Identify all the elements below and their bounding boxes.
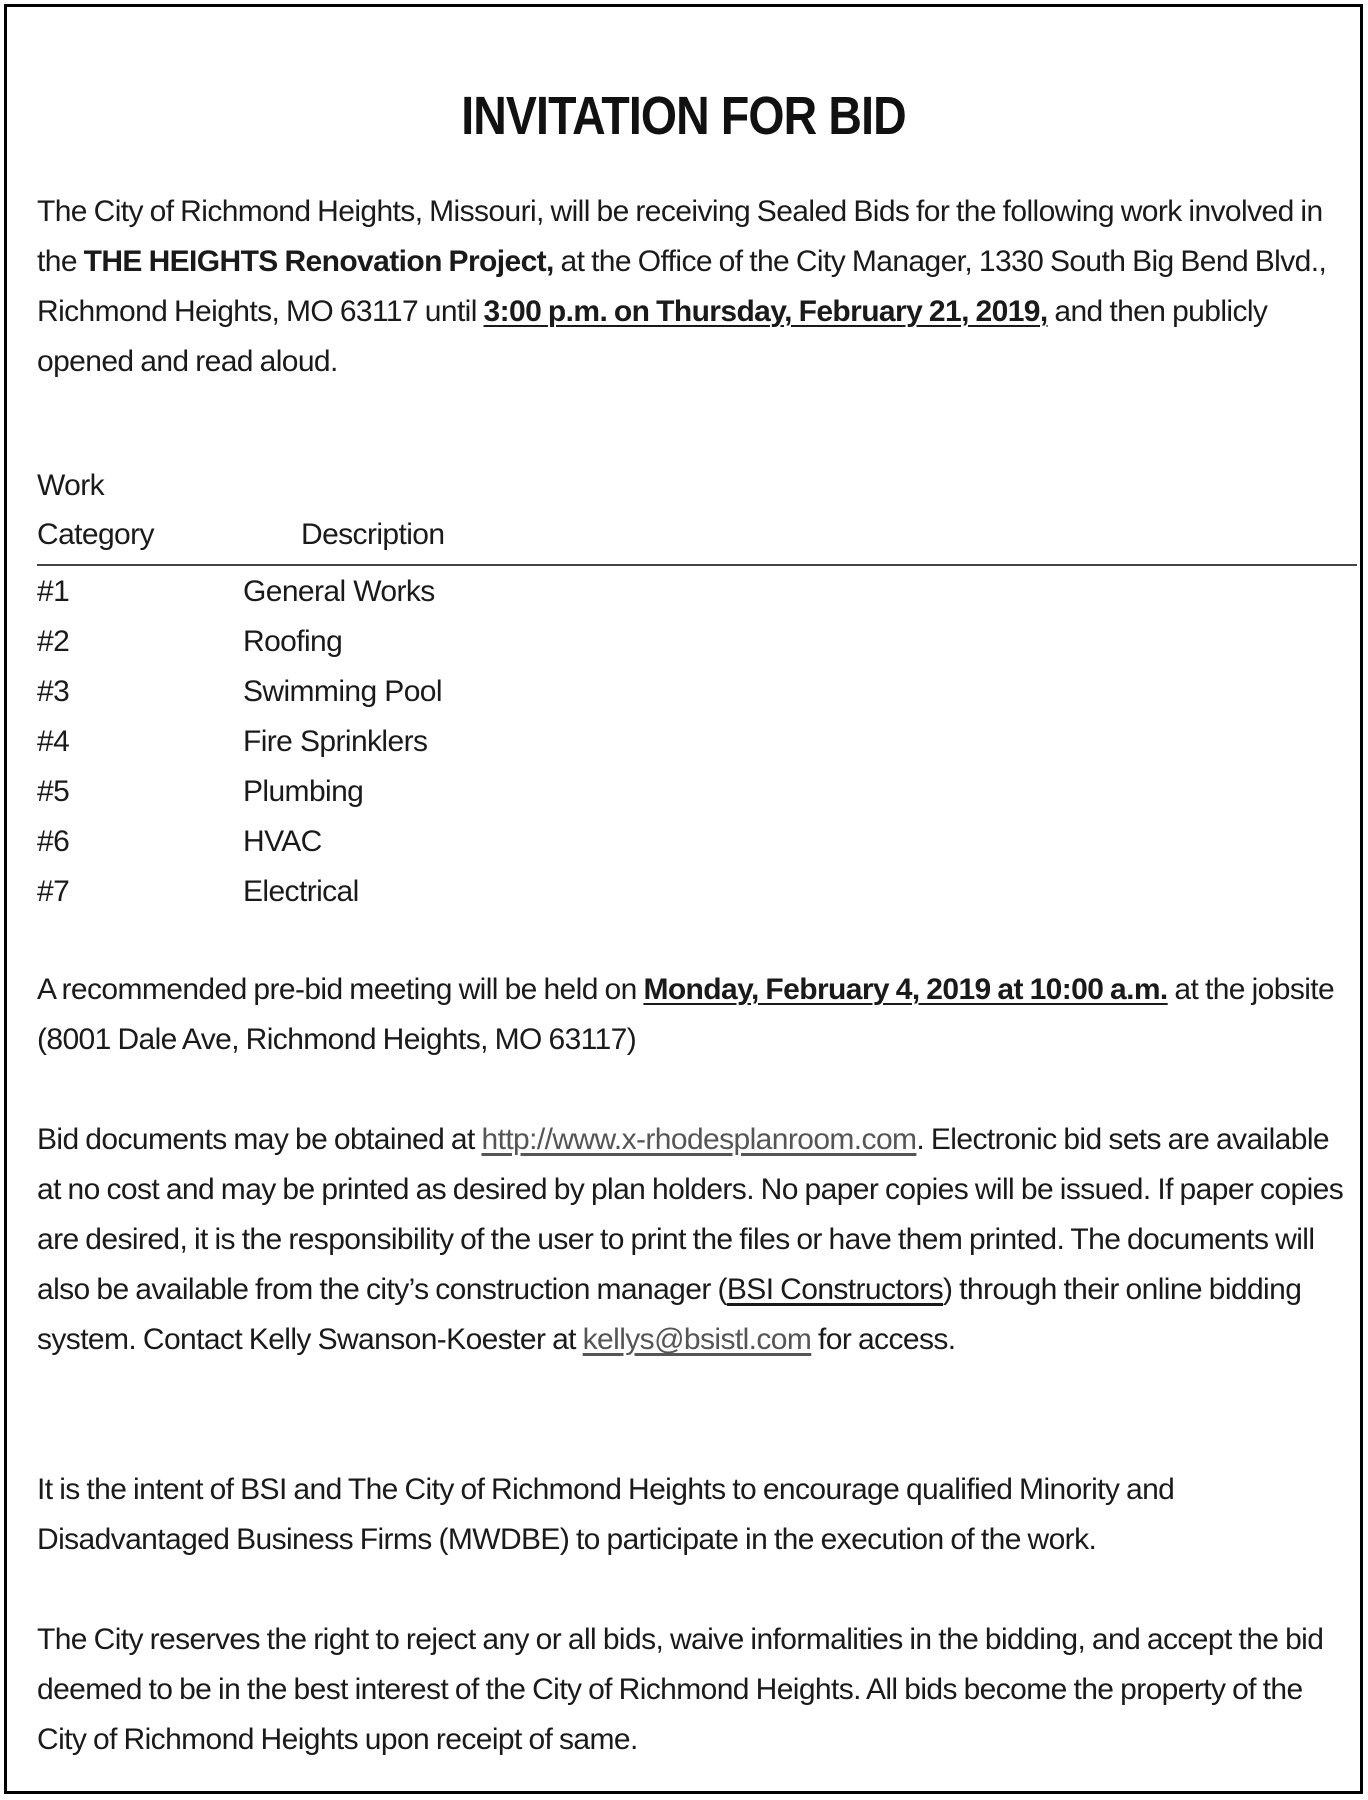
documents-text-3: ) through their online bidding system. Contact Kelly Swanson-Koester at: [37, 1273, 1302, 1356]
table-row: [37, 617, 737, 667]
work-description: HVAC: [243, 825, 322, 858]
work-category-header-line2: Category: [37, 518, 154, 551]
table-row: [37, 817, 737, 867]
planroom-link[interactable]: http://www.x-rhodesplanroom.com: [481, 1123, 917, 1156]
prebid-text-1: A recommended pre-bid meeting will be held on: [37, 973, 644, 1006]
email-link[interactable]: kellys@bsistl.com: [582, 1323, 812, 1356]
work-category: #6: [37, 825, 70, 858]
work-category: #4: [37, 725, 70, 758]
work-category: #2: [37, 625, 70, 658]
intro-text-3: and then publicly opened and read aloud.: [37, 295, 1268, 378]
description-header: Description: [301, 518, 445, 551]
project-name: THE HEIGHTS Renovation Project,: [83, 245, 554, 278]
prebid-date: Monday, February 4, 2019 at 10:00 a.m.: [643, 973, 1168, 1006]
prebid-text-2: at the jobsite (8001 Dale Ave, Richmond Heights, MO 63117): [37, 973, 1335, 1056]
work-description: Swimming Pool: [243, 675, 442, 708]
intro-text-2: at the Office of the City Manager, 1330 South Big Bend Blvd., Richmond Heights, MO 63117 until: [37, 245, 1327, 328]
table-divider: [37, 564, 1357, 566]
bid-deadline: 3:00 p.m. on Thursday, February 21, 2019,: [483, 295, 1048, 328]
reservation-paragraph: The City reserves the right to reject any or all bids, waive informalities in the bidding, and accept the bid deemed to be in the best interest of the City of Richmond Heights. All bids become the property of the City of Richmond Heights upon receipt of same.: [37, 1623, 1324, 1756]
work-category-header-line1: Work: [37, 469, 105, 502]
table-row: [37, 717, 737, 767]
intro-text-1: The City of Richmond Heights, Missouri, will be receiving Sealed Bids for the following work involved in the: [37, 195, 1323, 278]
documents-text-4: for access.: [811, 1323, 956, 1356]
work-description: Electrical: [243, 875, 359, 908]
work-description: Roofing: [243, 625, 343, 658]
work-category: #3: [37, 675, 70, 708]
page-title: INVITATION FOR BID: [461, 86, 906, 146]
documents-paragraph: [37, 1115, 1357, 1365]
documents-text-1: Bid documents may be obtained at: [37, 1123, 482, 1156]
work-category: #7: [37, 875, 70, 908]
table-row: [37, 567, 737, 617]
intro-paragraph: [37, 187, 1357, 387]
work-description: General Works: [243, 575, 435, 608]
work-description: Fire Sprinklers: [243, 725, 428, 758]
bsi-constructors-link[interactable]: BSI Constructors: [726, 1273, 944, 1306]
table-row: [37, 667, 737, 717]
prebid-paragraph: [37, 965, 1357, 1065]
document-border: [4, 4, 1363, 1794]
work-category: #1: [37, 575, 70, 608]
mwdbe-paragraph: It is the intent of BSI and The City of Richmond Heights to encourage qualified Minority and Disadvantaged Business Firms (MWDBE) to participate in the execution of the work.: [37, 1473, 1175, 1556]
work-category: #5: [37, 775, 70, 808]
table-row: [37, 767, 737, 817]
documents-text-2: . Electronic bid sets are available at no cost and may be printed as desired by plan holders. No paper copies will be issued. If paper copies are desired, it is the responsibility of the user to print the files or have them printed. The documents will also be available from the city’s construction manager (: [37, 1123, 1344, 1306]
work-description: Plumbing: [243, 775, 364, 808]
table-row: [37, 867, 737, 917]
